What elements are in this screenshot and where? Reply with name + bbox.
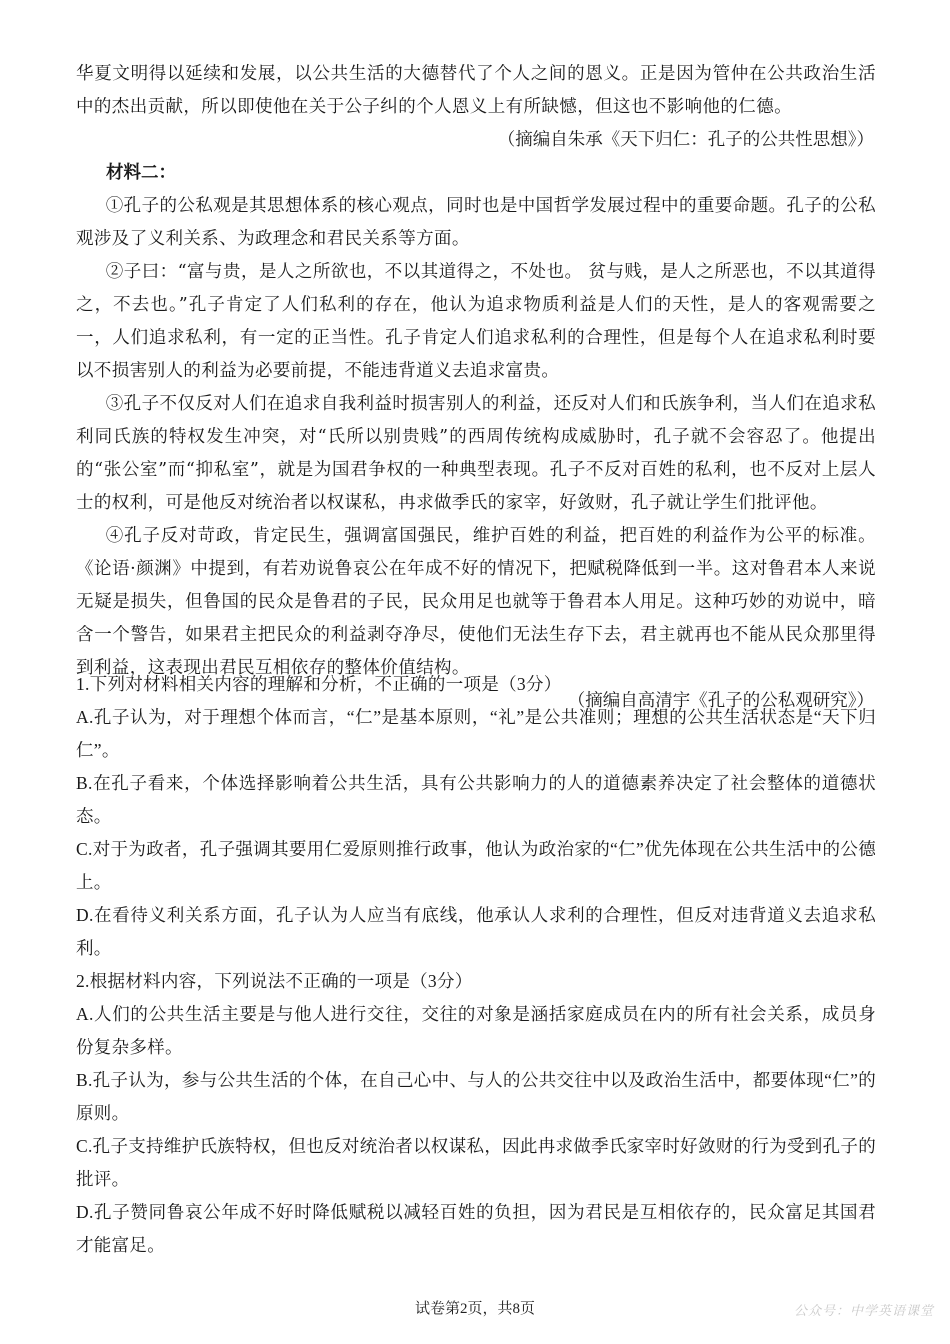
material1-tail-paragraph: 华夏文明得以延续和发展，以公共生活的大德替代了个人之间的恩义。正是因为管仲在公共政治生活中的杰出贡献，所以即使他在关于公子纠的个人恩义上有所缺憾，但这也不影响他的仁德。: [76, 64, 876, 117]
material1-section: [76, 58, 876, 157]
watermark: 公众号：中学英语课堂: [793, 1304, 934, 1319]
material2-paragraph-1: ①孔子的公私观是其思想体系的核心观点，同时也是中国哲学发展过程中的重要命题。孔子的公私观涉及了义利关系、为政理念和君民关系等方面。: [76, 196, 876, 249]
material2-heading: 材料二：: [106, 163, 176, 183]
material1-source: （摘编自朱承《天下归仁：孔子的公共性思想》）: [497, 130, 874, 150]
question-1-stem: 1.下列对材料相关内容的理解和分析，不正确的一项是（3分）: [76, 674, 562, 694]
question-2-option-a: A.人们的公共生活主要是与他人进行交往，交往的对象是涵括家庭成员在内的所有社会关系，成员身份复杂多样。: [76, 1004, 876, 1057]
material2-paragraph-2: ②子曰：“富与贵，是人之所欲也，不以其道得之，不处也。 贫与贱，是人之所恶也，不以其道得之，不去也。”孔子肯定了人们私利的存在，他认为追求物质利益是人们的天性，是人的客观需要之一，人们追求私利，有一定的正当性。孔子肯定人们追求私利的合理性，但是每个人在追求私利时要以不损害别人的利益为必要前提，不能违背道义去追求富贵。: [76, 262, 876, 381]
material2-paragraph-4: ④孔子反对苛政，肯定民生，强调富国强民，维护百姓的利益，把百姓的利益作为公平的标准。《论语·颜渊》中提到，有若劝说鲁哀公在年成不好的情况下，把赋税降低到一半。这对鲁君本人来说无疑是损失，但鲁国的民众是鲁君的子民，民众用足也就等于鲁君本人用足。这种巧妙的劝说中，暗含一个警告，如果君主把民众的利益剥夺净尽，使他们无法生存下去，君主就再也不能从民众那里得到利益，这表现出君民互相依存的整体价值结构。: [76, 526, 876, 678]
material2-source: （摘编自高清宇《孔子的公私观研究》）: [567, 691, 874, 711]
question-2-option-d: D.孔子赞同鲁哀公年成不好时降低赋税以减轻百姓的负担，因为君民是互相依存的，民众富足其国君才能富足。: [76, 1202, 876, 1255]
question-2-option-b: B.孔子认为，参与公共生活的个体，在自己心中、与人的公共交往中以及政治生活中，都要体现“仁”的原则。: [76, 1070, 876, 1123]
question-1-option-c: C.对于为政者，孔子强调其要用仁爱原则推行政事，他认为政治家的“仁”优先体现在公共生活中的公德上。: [76, 839, 876, 892]
material2-paragraph-3: ③孔子不仅反对人们在追求自我利益时损害别人的利益，还反对人们和氏族争利，当人们在追求私利同氏族的特权发生冲突，对“氏所以别贵贱”的西周传统构成威胁时，孔子就不会容忍了。他提出的“张公室”而“抑私室”，就是为国君争权的一种典型表现。孔子不反对百姓的私利，也不反对上层人士的权利，可是他反对统治者以权谋私，冉求做季氏的家宰，好敛财，孔子就让学生们批评他。: [76, 394, 876, 513]
question-2-stem: 2.根据材料内容，下列说法不正确的一项是（3分）: [76, 971, 473, 991]
question-1-option-b: B.在孔子看来，个体选择影响着公共生活，具有公共影响力的人的道德素养决定了社会整体的道德状态。: [76, 773, 876, 826]
material2-section: [76, 157, 876, 718]
question-1-option-d: D.在看待义利关系方面，孔子认为人应当有底线，他承认人求利的合理性，但反对违背道义去追求私利。: [76, 905, 876, 958]
questions-section: [76, 668, 876, 1262]
page-footer: 试卷第2页，共8页: [414, 1301, 535, 1317]
question-2-option-c: C.孔子支持维护氏族特权，但也反对统治者以权谋私，因此冉求做季氏家宰时好敛财的行为受到孔子的批评。: [76, 1136, 876, 1189]
question-1-option-a: A.孔子认为，对于理想个体而言，“仁”是基本原则，“礼”是公共准则；理想的公共生活状态是“天下归仁”。: [76, 707, 876, 760]
